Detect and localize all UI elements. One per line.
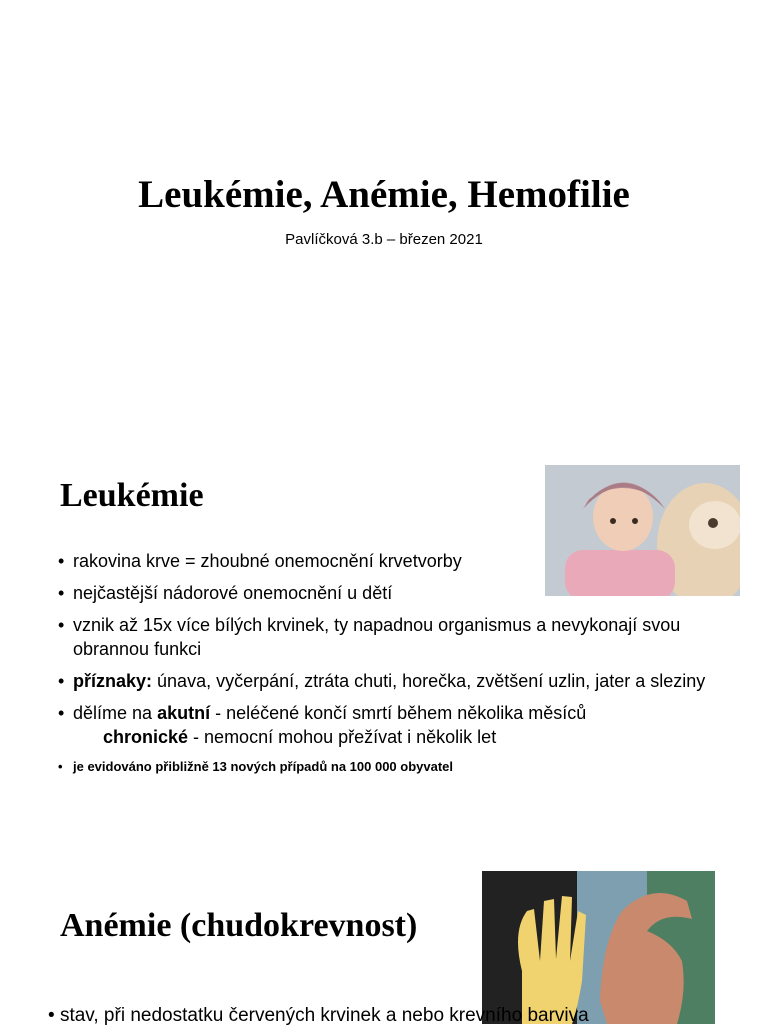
bullet-icon: • [58, 759, 63, 774]
bullet-text: vznik až 15x více bílých krvinek, ty napadnou organismus a nevykonají svou obrannou funkci [73, 615, 681, 659]
presentation-title: Leukémie, Anémie, Hemofilie [138, 173, 630, 216]
bullet-icon: • [48, 1005, 55, 1026]
list-item [58, 549, 738, 573]
chronic-label: chronické [103, 727, 189, 747]
anemie-heading: Anémie (chudokrevnost) [60, 907, 418, 944]
bullet-icon: • [58, 583, 65, 603]
leukemie-slide [0, 432, 768, 864]
list-item [58, 581, 738, 605]
pale-hands-comparison-icon [482, 871, 715, 1024]
anemie-slide [0, 864, 768, 1024]
list-item [48, 1004, 589, 1028]
bullet-text: stav, při nedostatku červených krvinek a nebo krevního barviva [59, 1005, 589, 1026]
acute-label: akutní [157, 703, 211, 723]
leukemie-bullet-list [58, 549, 738, 785]
division-prefix: dělíme na [73, 703, 158, 723]
title-slide [0, 0, 768, 432]
list-item [58, 669, 738, 693]
symptoms-label: příznaky: [73, 671, 153, 691]
bullet-icon: • [58, 703, 65, 723]
bullet-icon: • [58, 551, 65, 571]
list-item [58, 613, 738, 661]
bullet-icon: • [58, 615, 65, 635]
bullet-text: rakovina krve = zhoubné onemocnění krvetvorby [73, 551, 462, 571]
chronic-line [73, 725, 738, 749]
list-item [58, 757, 738, 777]
list-item [58, 701, 738, 749]
hands-photo [482, 871, 715, 1024]
leukemie-heading: Leukémie [60, 477, 204, 514]
incidence-text: je evidováno přibližně 13 nových případů na 100 000 obyvatel [73, 759, 454, 774]
symptoms-text: únava, vyčerpání, ztráta chuti, horečka, zvětšení uzlin, jater a sleziny [152, 671, 706, 691]
presentation-subtitle: Pavlíčková 3.b – březen 2021 [285, 231, 483, 248]
acute-text: - neléčené končí smrtí během několika měsíců [210, 703, 587, 723]
bullet-icon: • [58, 671, 65, 691]
chronic-text: - nemocní mohou přežívat i několik let [188, 727, 497, 747]
bullet-text: nejčastější nádorové onemocnění u dětí [73, 583, 393, 603]
